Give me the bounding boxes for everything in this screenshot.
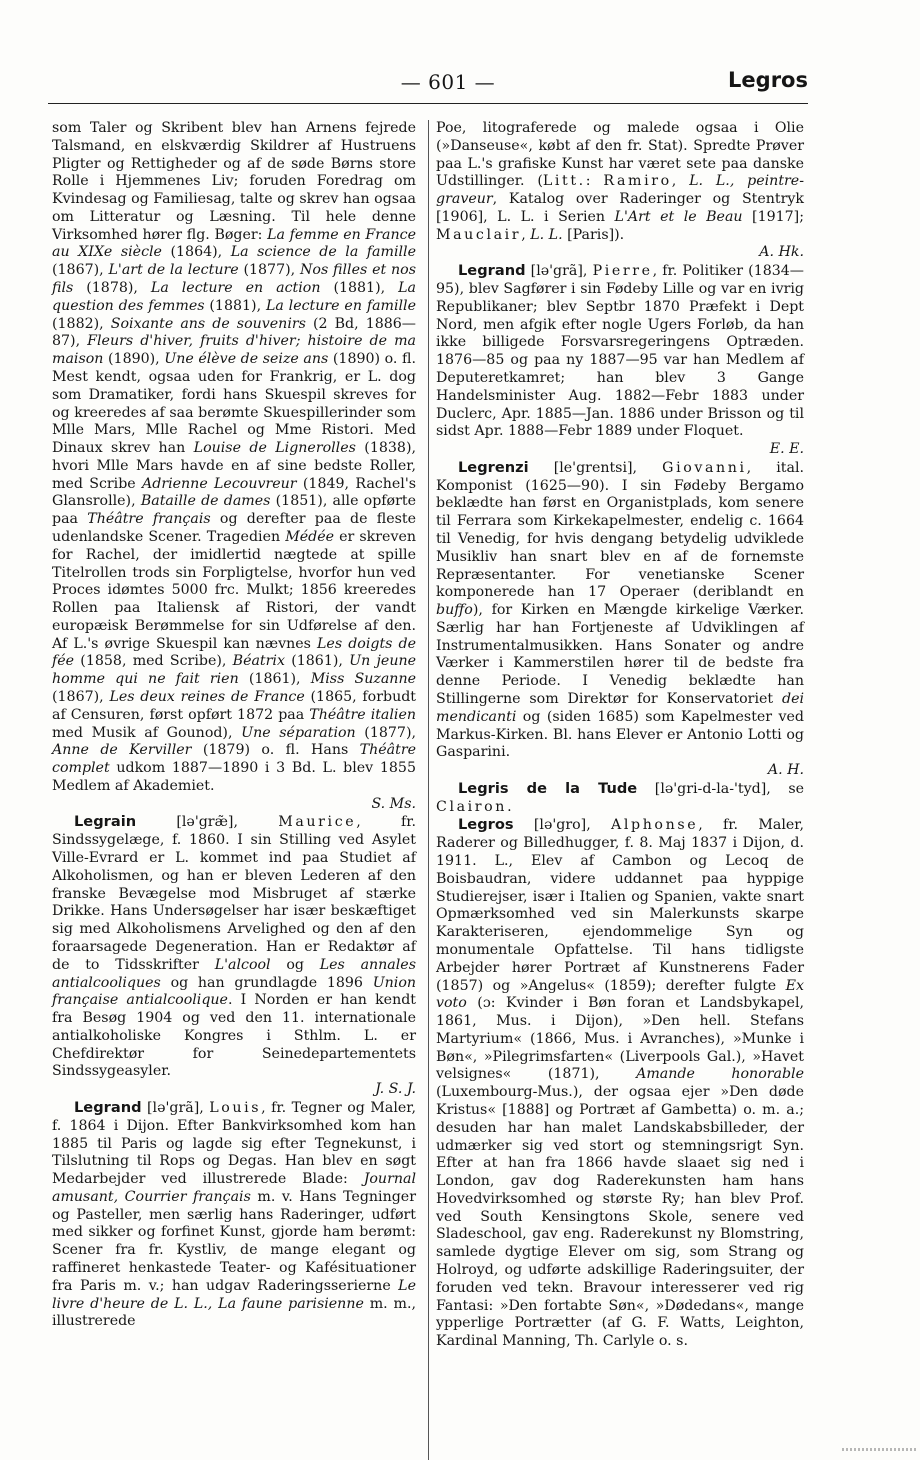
signature: E. E. [769, 441, 804, 458]
page-header [48, 68, 808, 102]
scan-artifact [842, 1448, 916, 1451]
entry-legrand-pierre: Legrand [lə'grã], Pierre, fr. Politiker (1834—95), blev Sagfører i sin Fødeby Lille og var en ivrig Republikaner; blev Septbr 1870 Præfekt i Dept Nord, men afgik efter nogle Ugers Forløb, da han ikke billigede Forsvarsregeringens Optræden. 1876—85 og paa ny 1887—95 var han Medlem af Deputeretkamret; han blev 3 Gange Handelsminister Aug. 1882—Febr 1883 under Duclerc, Apr. 1885—Jan. 1886 under Brisson og til sidst Apr. 1888—Febr 1889 under Floquet. E. E. [436, 262, 804, 458]
entry-legrand-louis: Legrand [lə'grã], Louis, fr. Tegner og Maler, f. 1864 i Dijon. Efter Bankvirksomhed kom han 1885 til Paris og lagde sig efter Tegnekunst, i Tilslutning til Rops og Degas. Han blev en søgt Medarbejder ved illustrerede Blade: Journal amusant, Courrier français m. v. Hans Tegninger og Pasteller, men særlig hans Raderinger, udført med sikker og forfinet Kunst, gjorde ham berømt: Scener fra fr. Kystliv, de mange elegant og raffineret henkastede Teater- og Kafésituationer fra Paris m. v.; han udgav Raderingsserierne Le livre d'heure de L. L., La faune parisienne m. m., illustrerede [52, 1098, 416, 1330]
entry-legris-de-la-tude: Legris de la Tude [lə'gri-d-la-'tyd], se Clairon. [436, 779, 804, 815]
right-column [436, 120, 804, 1351]
page-number: — 601 — [400, 70, 496, 94]
entry-legouve-continued: som Taler og Skribent blev han Arnens fejrede Talsmand, en elskværdig Skildrer af Hustruens Pligter og Rettigheder og af de søde Børns store Rolle i Hjemmenes Liv; foruden Foredrag om Kvindesag og Familiesag, talte og skrev han ogsaa om Litteratur og Læsning. Til hele denne Virksomhed hører flg. Bøger: La femme en France au XIXe siècle (1864), La science de la famille (1867), L'art de la lecture (1877), Nos filles et nos fils (1878), La lecture en action (1881), La question des femmes (1881), La lecture en famille (1882), Soixante ans de souvenirs (2 Bd, 1886—87), Fleurs d'hiver, fruits d'hiver; histoire de ma maison (1890), Une élève de seize ans (1890) o. fl. Mest kendt, ogsaa uden for Frankrig, er L. dog som Dramatiker, fordi hans Skuespil skreves for og kreeredes af saa berømte Skuespillerinder som Mlle Mars, Mlle Rachel og Mme Ristori. Med Dinaux skrev han Louise de Lignerolles (1838), hvori Mlle Mars havde en af sine bedste Roller, med Scribe Adrienne Lecouvreur (1849, Rachel's Glansrolle), Bataille de dames (1851), alle opførte paa Théâtre français og derefter paa de fleste udenlandske Scener. Tragedien Médée er skreven for Rachel, der imidlertid nægtede at spille Titelrollen trods sin Forpligtelse, hvorfor hun ved Proces idømtes 5000 frc. Mulkt; 1856 kreeredes Rollen paa Italiensk af Ristori, der vandt europæisk Berømmelse for sin Udførelse af den. Af L.'s øvrige Skuespil kan nævnes Les doigts de fée (1858, med Scribe), Béatrix (1861), Un jeune homme qui ne fait rien (1861), Miss Suzanne (1867), Les deux reines de France (1865, forbudt af Censuren, først opført 1872 paa Théâtre italien med Musik af Gounod), Une séparation (1877), Anne de Kerviller (1879) o. fl. Hans Théâtre complet udkom 1887—1890 i 3 Bd. L. blev 1855 Medlem af Akademiet. S. Ms. [52, 120, 417, 812]
entry-legrand-louis-continued: Poe, litograferede og malede ogsaa i Olie (»Danseuse«, købt af den fr. Stat). Spredte Prøver paa L.'s grafiske Kunst har været sete paa danske Udstillinger. (Litt.: Ramiro, L. L., peintre-graveur, Katalog over Raderinger og Stentryk [1906], L. L. i Serien L'Art et le Beau [1917]; Mauclair, L. L. [Paris]). A. Hk. [436, 120, 805, 261]
headword: Legrand [74, 1098, 142, 1116]
signature: A. H. [767, 762, 804, 779]
headword: Legrenzi [458, 458, 529, 476]
entry-legros: Legros [lə'gro], Alphonse, fr. Maler, Raderer og Billedhugger, f. 8. Maj 1837 i Dijon, d. 1911. L., Elev af Cambon og Lecoq de Boisbaudran, videre uddannet paa hyppige Studierejser, især i Italien og Spanien, vakte snart Opmærksomhed ved sin Malerkunsts skarpe Karakteriseren, ejendommelige Syn og monumentale Opfattelse. Til hans tidligste Arbejder hører Portræt af Kunstnerens Fader (1857) og »Angelus« (1859); derefter fulgte Ex voto (ɔ: Kvinder i Bøn foran et Landsbykapel, 1861, Mus. i Dijon), »Den hell. Stefans Martyrium« (1866, Mus. i Avranches), »Munke i Bøn«, »Pilegrimsfarten« (Liverpools Gal.), »Havet velsignes« (1871), Amande honorable (Luxembourg-Mus.), der ogsaa ejer »Den døde Kristus« [1888] og Portræt af Gambetta) o. m. a.; desuden har han malet Landskabsbilleder, der udmærker sig ved stort og stemningsrigt Syn. Efter at han fra 1866 havde slaaet sig ned i London, gav dog Raderekunsten ham hans Hovedvirksomhed og største Ry; han blev Prof. ved South Kensingtons Skole, senere ved Sladeschool, gav eng. Raderekunst ny Blomstring, samlede dygtige Elever om sig, som Strang og Holroyd, og udførte adskillige Raderingsuiter, der foruden ved tekn. Bravour interesserer ved rig Fantasi: »Den fortabte Søn«, »Dødedans«, mange ypperlige Portrætter (af G. F. Watts, Leighton, Kardinal Manning, Th. Carlyle o. s. [436, 816, 804, 1350]
column-divider [428, 120, 429, 1460]
header-rule [48, 103, 808, 104]
left-column [52, 120, 416, 1331]
headword: Legrand [458, 262, 526, 280]
signature: A. Hk. [759, 244, 804, 261]
entry-legrenzi: Legrenzi [le'grentsi], Giovanni, ital. Komponist (1625—90). I sin Fødeby Bergamo beklædte han først en Organistplads, kom senere til Ferrara som Kirkekapelmester, endelig c. 1664 til Venedig, for hvis dengang betydelig udviklede Musikliv han snart blev en af de fornemste Repræsentanter. For venetianske Scener komponerede han 17 Operaer (deriblandt en buffo), for Kirken en Mængde kirkelige Værker. Særlig har han Fortjeneste af Udviklingen af Instrumentalmusikken. Hans Sonater og andre Værker i Kammerstilen hører til de bedste fra denne Periode. I Venedig beklædte han Stillingerne som Direktør for Konservatoriet dei mendicanti og (siden 1685) som Kapelmester ved Markus-Kirken. Bl. hans Elever er Antonio Lotti og Gasparini. A. H. [436, 458, 805, 779]
headword: Legros [458, 816, 514, 834]
headword: Legrain [74, 813, 137, 831]
headword: Legris de la Tude [458, 779, 638, 797]
running-head: Legros [728, 68, 808, 92]
signature: J. S. J. [375, 1081, 416, 1098]
signature: S. Ms. [371, 795, 416, 812]
entry-legrain: Legrain [lə'græ̃], Maurice, fr. Sindssygelæge, f. 1860. I sin Stilling ved Asylet Ville-Evrard er L. kommet ind paa Studiet af Alkoholismen, og han er bleven Lederen af den franske Bevægelse mod Misbruget af stærke Drikke. Hans Undersøgelser har især beskæftiget sig med Alkoholismens Arvelighed og den af den foraarsagede Degeneration. Han er Redaktør af de to Tidsskrifter L'alcool og Les annales antialcooliques og han grundlagde 1896 Union française antialcoolique. I Norden er han kendt fra Besøg 1904 og ved den 11. internationale antialkoholiske Kongres i Sthlm. L. er Chefdirektør for Seinedepartementets Sindssygeasyler. J. S. J. [52, 813, 416, 1098]
